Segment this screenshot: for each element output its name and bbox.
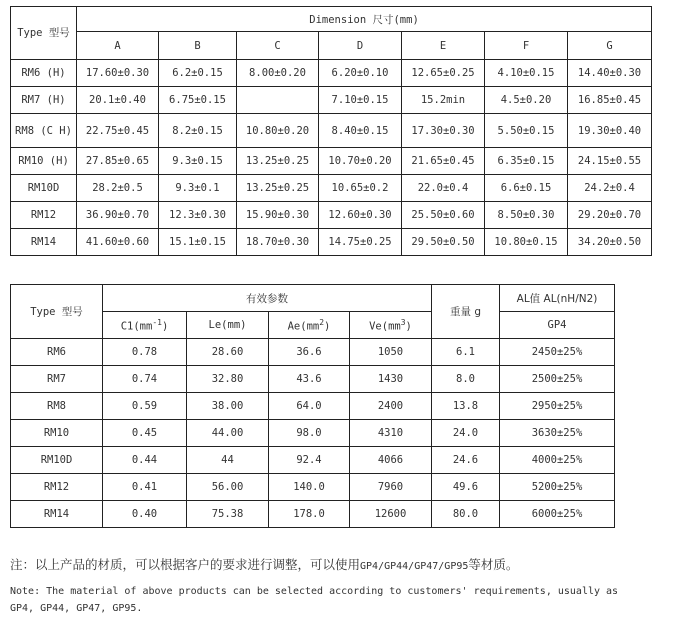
parameter-ae-cell: 178.0 [269, 501, 350, 528]
parameter-type-cell: RM10 [11, 420, 103, 447]
parameter-type-cell: RM7 [11, 366, 103, 393]
dimension-value-cell: 22.75±0.45 [77, 114, 159, 148]
dimension-header: Dimension 尺寸(mm) [77, 7, 652, 32]
parameter-table [10, 284, 615, 528]
dimension-value-cell: 18.70±0.30 [237, 229, 319, 256]
al-material-header: GP4 [500, 312, 615, 339]
dimension-column-header: D [319, 32, 402, 60]
dimension-value-cell: 10.65±0.2 [319, 175, 402, 202]
dimension-value-cell: 29.20±0.70 [568, 202, 652, 229]
dimension-value-cell: 4.10±0.15 [485, 60, 568, 87]
dimension-value-cell: 14.75±0.25 [319, 229, 402, 256]
dimension-value-cell: 12.60±0.30 [319, 202, 402, 229]
dimension-value-cell: 15.1±0.15 [159, 229, 237, 256]
dimension-value-cell: 29.50±0.50 [402, 229, 485, 256]
dimension-table [10, 6, 652, 256]
dimension-value-cell: 24.2±0.4 [568, 175, 652, 202]
parameter-ve-cell: 1430 [350, 366, 432, 393]
ve-header: $Ve(mm^3)$ [350, 312, 432, 339]
dimension-type-cell: RM6 (H) [11, 60, 77, 87]
dimension-value-cell: 6.35±0.15 [485, 148, 568, 175]
parameter-row [11, 366, 615, 393]
le-header: Le(mm) [187, 312, 269, 339]
dimension-value-cell: 6.75±0.15 [159, 87, 237, 114]
parameter-al-cell: 4000±25% [500, 447, 615, 474]
dimension-value-cell: 9.3±0.1 [159, 175, 237, 202]
dimension-value-cell: 27.85±0.65 [77, 148, 159, 175]
parameter-le-cell: 28.60 [187, 339, 269, 366]
dimension-value-cell: 13.25±0.25 [237, 175, 319, 202]
parameter-ae-cell: 92.4 [269, 447, 350, 474]
parameter-ae-cell: 140.0 [269, 474, 350, 501]
dimension-value-cell: 12.65±0.25 [402, 60, 485, 87]
parameter-le-cell: 75.38 [187, 501, 269, 528]
dimension-column-header: A [77, 32, 159, 60]
parameter-ve-cell: 1050 [350, 339, 432, 366]
parameter-al-cell: 5200±25% [500, 474, 615, 501]
dimension-row [11, 148, 652, 175]
dimension-type-cell: RM12 [11, 202, 77, 229]
dimension-value-cell: 24.15±0.55 [568, 148, 652, 175]
note-chinese: 注：以上产品的材质，可以根据客户的要求进行调整，可以使用GP4/GP44/GP47/GP95等材质。 [10, 557, 519, 572]
parameter-type-cell: RM10D [11, 447, 103, 474]
parameter-al-cell: 6000±25% [500, 501, 615, 528]
dimension-value-cell: 15.90±0.30 [237, 202, 319, 229]
parameter-row [11, 474, 615, 501]
dimension-row [11, 202, 652, 229]
parameter-ve-cell: 7960 [350, 474, 432, 501]
dimension-value-cell: 28.2±0.5 [77, 175, 159, 202]
c1-header: $C1(mm^{-1})$ [103, 312, 187, 339]
dimension-value-cell: 25.50±0.60 [402, 202, 485, 229]
parameter-row [11, 420, 615, 447]
parameter-weight-cell: 80.0 [432, 501, 500, 528]
parameter-le-cell: 32.80 [187, 366, 269, 393]
parameter-ve-cell: 4310 [350, 420, 432, 447]
dimension-column-header: C [237, 32, 319, 60]
dimension-value-cell: 13.25±0.25 [237, 148, 319, 175]
parameter-c1-cell: 0.74 [103, 366, 187, 393]
parameter-weight-cell: 8.0 [432, 366, 500, 393]
parameter-weight-cell: 24.6 [432, 447, 500, 474]
parameter-ae-cell: 43.6 [269, 366, 350, 393]
dimension-value-cell: 4.5±0.20 [485, 87, 568, 114]
dimension-value-cell: 17.60±0.30 [77, 60, 159, 87]
note-english: Note: The material of above products can be selected according to customers' requirements, usually as GP4, GP44, GP47, GP95. [10, 586, 619, 614]
parameter-c1-cell: 0.78 [103, 339, 187, 366]
dimension-type-cell: RM10 (H) [11, 148, 77, 175]
parameter-row [11, 447, 615, 474]
dimension-value-cell: 9.3±0.15 [159, 148, 237, 175]
parameter-type-cell: RM6 [11, 339, 103, 366]
parameter-al-cell: 2450±25% [500, 339, 615, 366]
parameter-le-cell: 56.00 [187, 474, 269, 501]
ae-header: $Ae(mm^2)$ [269, 312, 350, 339]
parameter-ve-cell: 12600 [350, 501, 432, 528]
parameter-le-cell: 38.00 [187, 393, 269, 420]
parameter-weight-cell: 6.1 [432, 339, 500, 366]
effective-params-header: 有效参数 [103, 285, 432, 312]
parameter-c1-cell: 0.45 [103, 420, 187, 447]
dimension-value-cell: 5.50±0.15 [485, 114, 568, 148]
dimension-value-cell: 8.50±0.30 [485, 202, 568, 229]
parameter-c1-cell: 0.41 [103, 474, 187, 501]
dimension-type-cell: RM7 (H) [11, 87, 77, 114]
dimension-value-cell: 20.1±0.40 [77, 87, 159, 114]
weight-header: 重量 g [432, 285, 500, 339]
al-value-header: AL值 AL(nH/N2) [500, 285, 615, 312]
parameter-ve-cell: 4066 [350, 447, 432, 474]
dimension-value-cell: 16.85±0.45 [568, 87, 652, 114]
dimension-type-cell: RM8 (C H) [11, 114, 77, 148]
parameter-ae-cell: 64.0 [269, 393, 350, 420]
parameter-le-cell: 44 [187, 447, 269, 474]
dimension-value-cell: 8.40±0.15 [319, 114, 402, 148]
parameter-row [11, 501, 615, 528]
parameter-weight-cell: 13.8 [432, 393, 500, 420]
dimension-value-cell: 8.2±0.15 [159, 114, 237, 148]
type-header: Type 型号 [11, 7, 77, 60]
dimension-value-cell: 36.90±0.70 [77, 202, 159, 229]
dimension-column-header: E [402, 32, 485, 60]
parameter-type-cell: RM12 [11, 474, 103, 501]
parameter-row [11, 393, 615, 420]
dimension-value-cell: 34.20±0.50 [568, 229, 652, 256]
parameter-c1-cell: 0.59 [103, 393, 187, 420]
dimension-type-cell: RM14 [11, 229, 77, 256]
dimension-row [11, 60, 652, 87]
parameter-type-cell: RM8 [11, 393, 103, 420]
dimension-value-cell: 21.65±0.45 [402, 148, 485, 175]
param-type-header: Type 型号 [11, 285, 103, 339]
dimension-row [11, 229, 652, 256]
dimension-value-cell: 19.30±0.40 [568, 114, 652, 148]
parameter-row [11, 339, 615, 366]
dimension-column-header: G [568, 32, 652, 60]
dimension-value-cell: 6.2±0.15 [159, 60, 237, 87]
dimension-value-cell: 6.6±0.15 [485, 175, 568, 202]
dimension-row [11, 175, 652, 202]
dimension-value-cell: 10.80±0.20 [237, 114, 319, 148]
dimension-column-header: F [485, 32, 568, 60]
dimension-value-cell: 10.80±0.15 [485, 229, 568, 256]
dimension-value-cell: 15.2min [402, 87, 485, 114]
dimension-value-cell [237, 87, 319, 114]
dimension-value-cell: 22.0±0.4 [402, 175, 485, 202]
dimension-value-cell: 14.40±0.30 [568, 60, 652, 87]
dimension-value-cell: 17.30±0.30 [402, 114, 485, 148]
dimension-value-cell: 7.10±0.15 [319, 87, 402, 114]
parameter-weight-cell: 49.6 [432, 474, 500, 501]
parameter-weight-cell: 24.0 [432, 420, 500, 447]
parameter-le-cell: 44.00 [187, 420, 269, 447]
dimension-value-cell: 12.3±0.30 [159, 202, 237, 229]
dimension-type-cell: RM10D [11, 175, 77, 202]
parameter-c1-cell: 0.44 [103, 447, 187, 474]
parameter-type-cell: RM14 [11, 501, 103, 528]
dimension-value-cell: 6.20±0.10 [319, 60, 402, 87]
parameter-al-cell: 2500±25% [500, 366, 615, 393]
parameter-al-cell: 3630±25% [500, 420, 615, 447]
parameter-ve-cell: 2400 [350, 393, 432, 420]
parameter-al-cell: 2950±25% [500, 393, 615, 420]
parameter-ae-cell: 98.0 [269, 420, 350, 447]
dimension-row [11, 87, 652, 114]
dimension-column-header: B [159, 32, 237, 60]
parameter-ae-cell: 36.6 [269, 339, 350, 366]
dimension-value-cell: 41.60±0.60 [77, 229, 159, 256]
dimension-value-cell: 10.70±0.20 [319, 148, 402, 175]
parameter-c1-cell: 0.40 [103, 501, 187, 528]
dimension-value-cell: 8.00±0.20 [237, 60, 319, 87]
dimension-row [11, 114, 652, 148]
